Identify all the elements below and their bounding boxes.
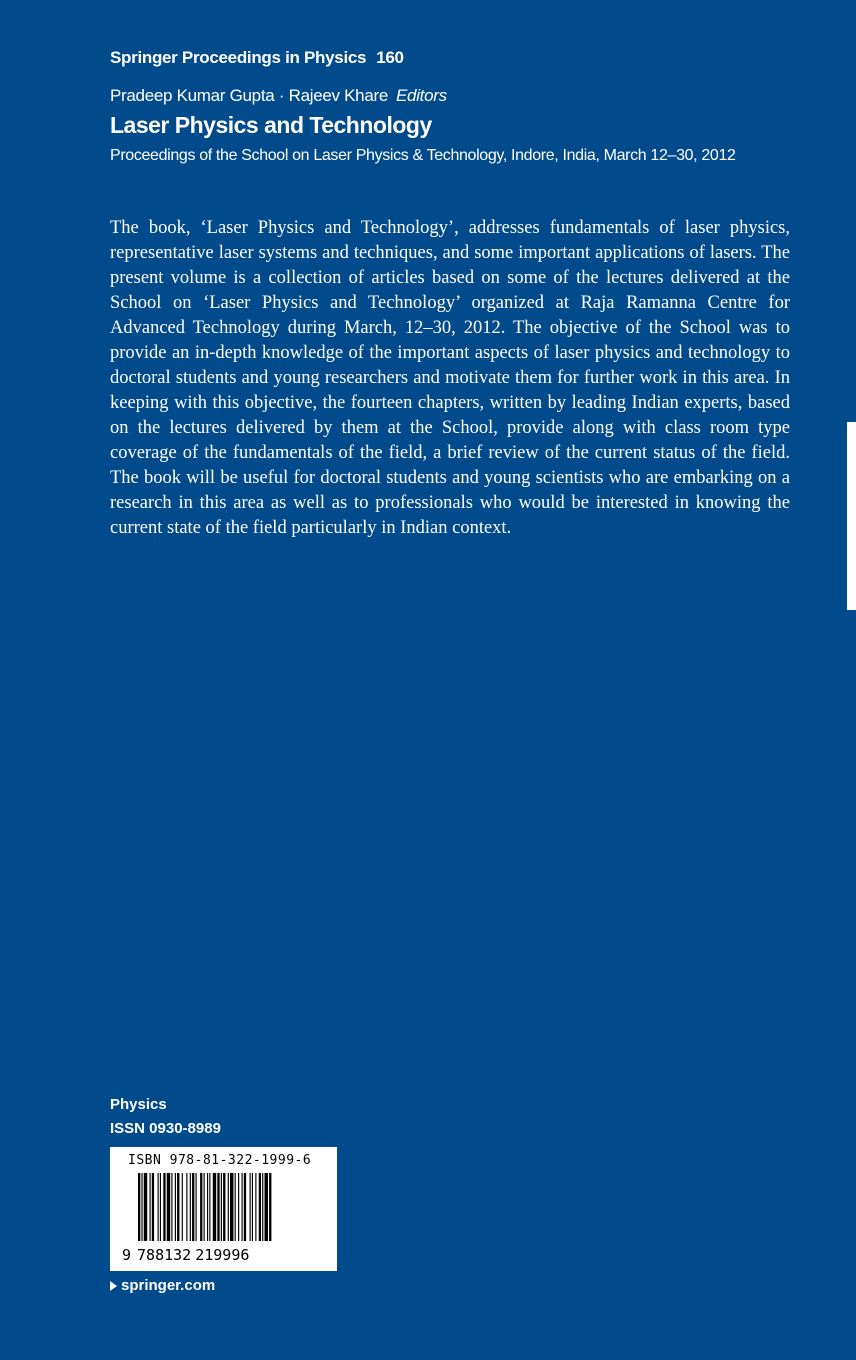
springer-link[interactable] <box>110 1277 215 1294</box>
book-description: The book, ‘Laser Physics and Technology’, addresses fundamentals of laser physics, representative laser systems and techniques, and some important applications of lasers. The present volume is a collection of articles based on some of the lectures delivered at the School on ‘Laser Physics and Technology’ organized at Raja Ramanna Centre for Advanced Technology during March, 12–30, 2012. The objective of the School was to provide an in-depth knowledge of the important aspects of laser physics and technology to doctoral students and young researchers and motivate them for further work in this area. In keeping with this objective, the fourteen chapters, written by leading Indian experts, based on the lectures delivered by them at the School, provide along with class room type coverage of the fundamentals of the field, a brief review of the current status of the field. The book will be useful for doctoral students and young scientists who are embarking on a research in this area as well as to professionals who would be interested in knowing the current state of the field particularly in Indian context. <box>110 218 790 538</box>
springer-link-label: springer.com <box>121 1277 216 1294</box>
editors-role: Editors <box>396 86 447 105</box>
barcode-digit-first: 9 <box>122 1246 132 1264</box>
book-title: Laser Physics and Technology <box>110 112 432 138</box>
barcode-digits-right: 219996 <box>195 1246 250 1264</box>
isbn-label: ISBN 978-81-322-1999-6 <box>128 1153 312 1168</box>
book-subtitle: Proceedings of the School on Laser Physics & Technology, Indore, India, March 12–30, 2012 <box>110 147 736 164</box>
barcode-digits-left: 788132 <box>137 1246 192 1264</box>
barcode-bars <box>138 1173 318 1251</box>
issn-number: ISSN 0930-8989 <box>110 1120 221 1137</box>
series-number: 160 <box>376 48 404 67</box>
barcode-digits <box>122 1246 249 1264</box>
series-name: Springer Proceedings in Physics <box>110 48 367 67</box>
subject-category: Physics <box>110 1096 167 1113</box>
editors-line <box>110 86 447 106</box>
arrow-right-icon <box>110 1281 117 1291</box>
series-line <box>110 48 404 68</box>
isbn-barcode <box>110 1147 337 1271</box>
edge-marker <box>847 422 856 610</box>
editor-names: Pradeep Kumar Gupta · Rajeev Khare <box>110 86 389 105</box>
